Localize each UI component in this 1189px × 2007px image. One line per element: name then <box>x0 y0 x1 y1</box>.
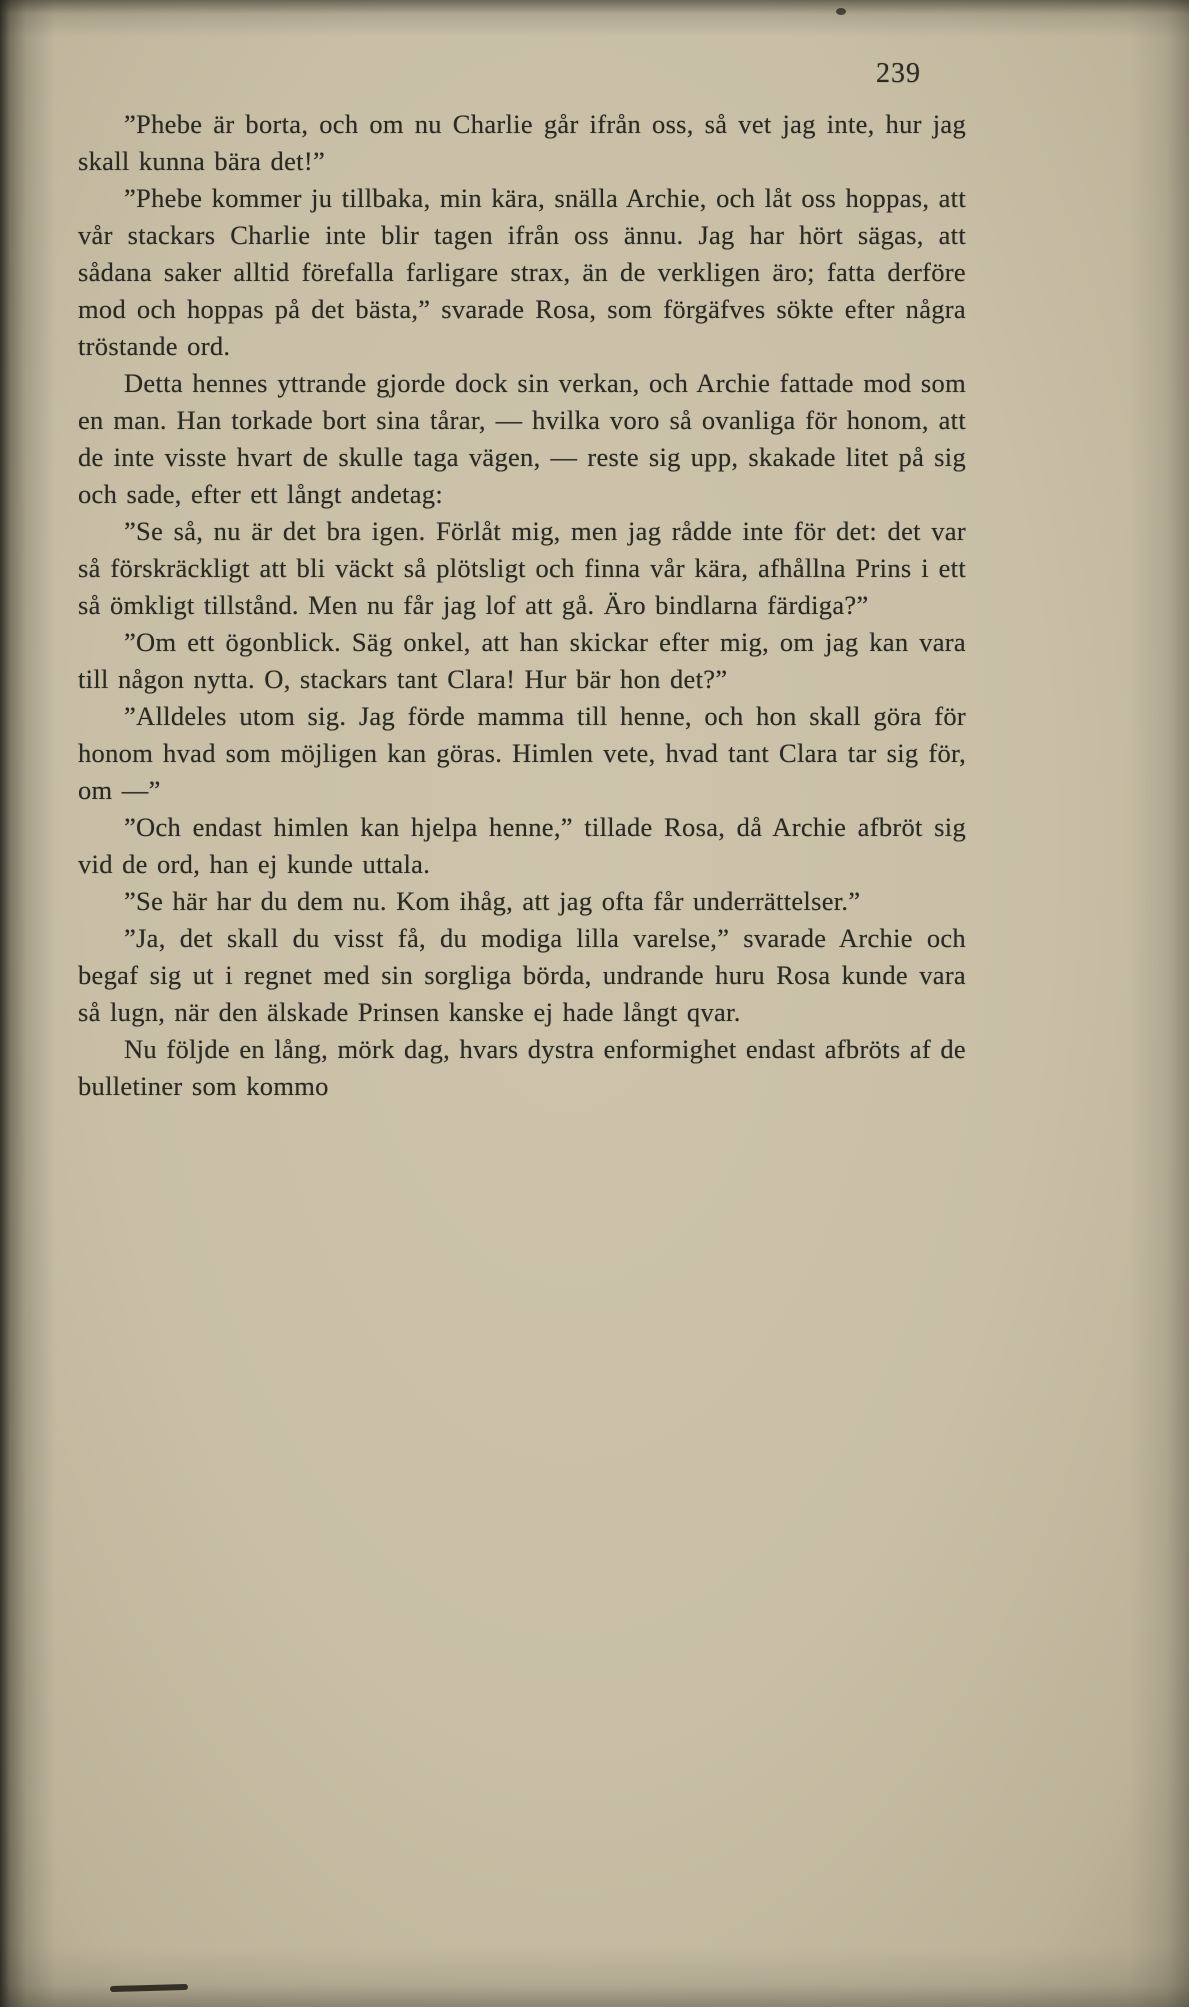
paragraph: ”Ja, det skall du visst få, du modiga lilla varelse,” svarade Archie och begaf sig ut i regnet med sin sorgliga börda, undrande huru Rosa kunde vara så lugn, när den älskade Prinsen kanske ej hade långt qvar. <box>78 923 966 1027</box>
page-number: 239 <box>876 58 921 89</box>
paragraph: ”Om ett ögonblick. Säg onkel, att han skickar efter mig, om jag kan vara till någon nytta. O, stackars tant Clara! Hur bär hon det?” <box>78 627 966 694</box>
paragraph: ”Phebe kommer ju tillbaka, min kära, snälla Archie, och låt oss hoppas, att vår stackars Charlie inte blir tagen ifrån oss ännu. Jag har hört sägas, att sådana saker alltid förefalla farligare strax, än de verkligen äro; fatta derföre mod och hoppas på det bästa,” svarade Rosa, som förgäfves sökte efter några tröstande ord. <box>78 183 966 361</box>
paragraph: Nu följde en lång, mörk dag, hvars dystra enformighet endast afbröts af de bulletiner som kommo <box>78 1034 966 1101</box>
paragraph: ”Och endast himlen kan hjelpa henne,” tillade Rosa, då Archie afbröt sig vid de ord, han ej kunde uttala. <box>78 812 966 879</box>
paragraph: ”Phebe är borta, och om nu Charlie går ifrån oss, så vet jag inte, hur jag skall kunna bära det!” <box>78 109 966 176</box>
paragraph: ”Se så, nu är det bra igen. Förlåt mig, men jag rådde inte för det: det var så förskräckligt att bli väckt så plötsligt och finna vår kära, afhållna Prins i ett så ömkligt tillstånd. Men nu får jag lof att gå. Äro bindlarna färdiga?” <box>78 516 966 620</box>
scan-edge-artifact <box>110 1984 188 1992</box>
page-text <box>78 106 966 1105</box>
paragraph: ”Alldeles utom sig. Jag förde mamma till henne, och hon skall göra för honom hvad som möjligen kan göras. Himlen vete, hvad tant Clara tar sig för, om —” <box>78 701 966 805</box>
paragraph: Detta hennes yttrande gjorde dock sin verkan, och Archie fattade mod som en man. Han torkade bort sina tårar, — hvilka voro så ovanliga för honom, att de inte visste hvart de skulle taga vägen, — reste sig upp, skakade litet på sig och sade, efter ett långt andetag: <box>78 368 966 509</box>
scan-speck-artifact <box>836 8 846 15</box>
paragraph: ”Se här har du dem nu. Kom ihåg, att jag ofta får underrättelser.” <box>124 886 861 916</box>
